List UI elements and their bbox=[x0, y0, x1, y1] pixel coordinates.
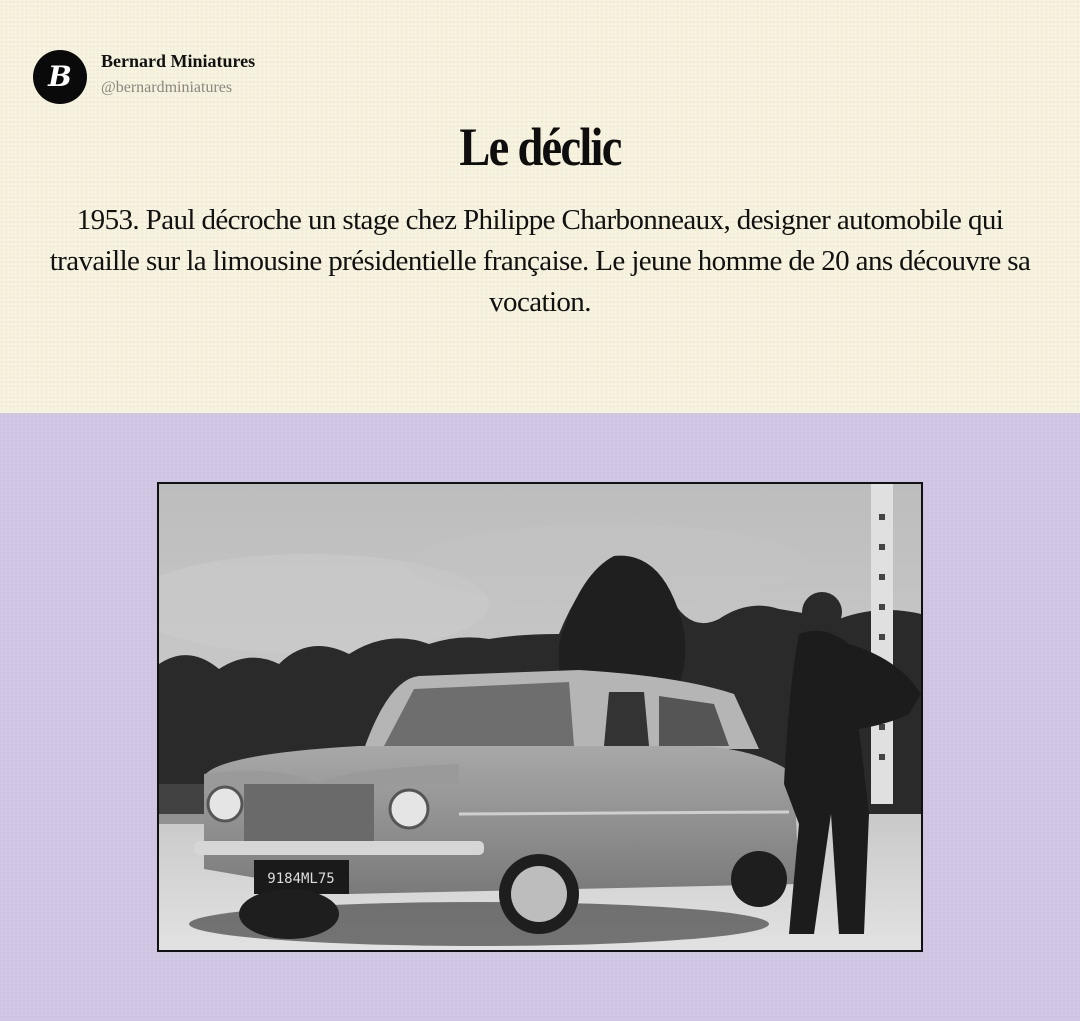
account-handle: @bernardminiatures bbox=[101, 79, 233, 96]
vintage-car-photo bbox=[157, 482, 923, 952]
car-photo-illustration bbox=[159, 484, 921, 950]
avatar bbox=[33, 50, 87, 104]
license-plate: 9184ML75 bbox=[267, 871, 335, 887]
header-section bbox=[0, 0, 1080, 413]
account-name: Bernard Miniatures bbox=[101, 51, 256, 71]
avatar-letter: B bbox=[48, 60, 72, 93]
post-body: 1953. Paul décroche un stage chez Philippe Charbonneaux, designer automobile qui travaille sur la limousine présidentielle française. Le jeune homme de 20 ans découvre sa vocation. bbox=[49, 204, 1031, 318]
post-title: Le déclic bbox=[459, 117, 621, 177]
